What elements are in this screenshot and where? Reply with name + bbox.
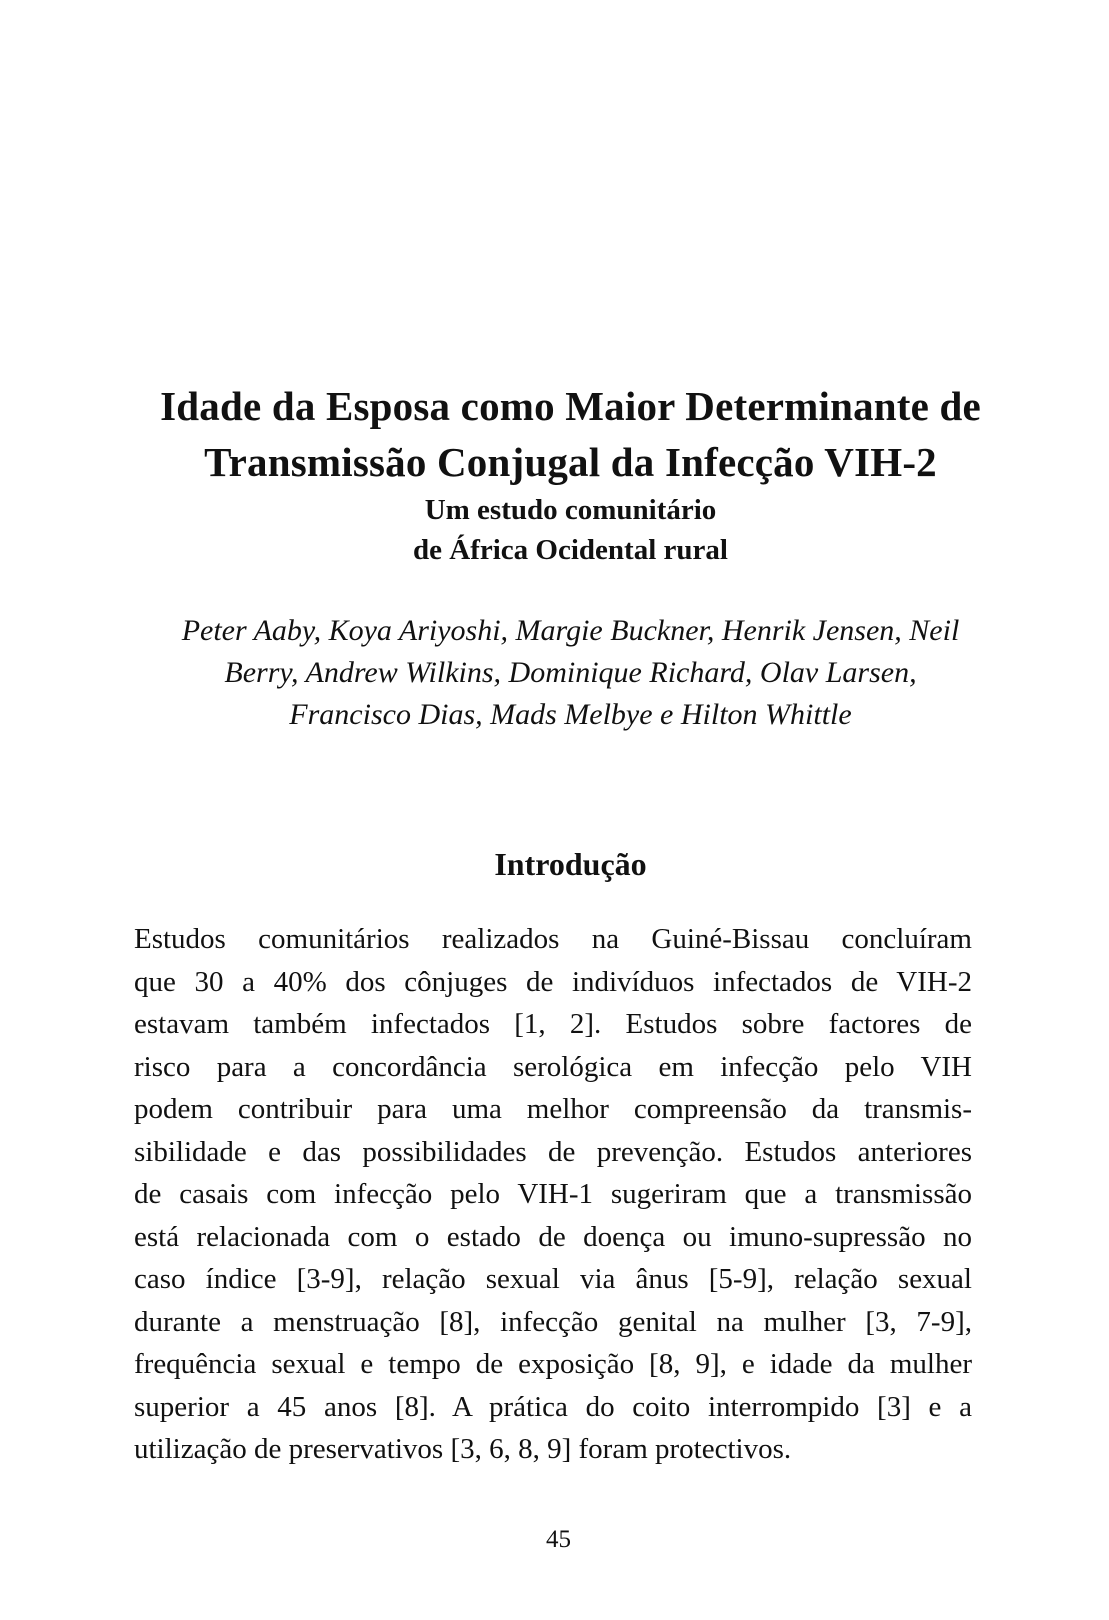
body-line: Estudos comunitários realizados na Guiné-Bissau concluíram [134,923,972,955]
body-line: utilização de preservativos [3, 6, 8, 9] foram protectivos. [134,1433,792,1465]
author-list [0,610,1109,736]
title-line-1: Idade da Esposa como Maior Determinante de [160,383,981,429]
body-paragraph [134,918,972,1471]
section-heading-text: Introdução [494,846,647,882]
body-line: sibilidade e das possibilidades de prevenção. Estudos anteriores [134,1135,972,1168]
authors-line-2: Berry, Andrew Wilkins, Dominique Richard, Olav Larsen, [224,656,917,689]
section-heading [0,844,1109,884]
title-line-2: Transmissão Conjugal da Infecção VIH-2 [204,439,937,485]
body-line: que 30 a 40% dos cônjuges de indivíduos infectados de VIH-2 [134,965,972,998]
title-block [0,378,1109,570]
body-line: está relacionada com o estado de doença ou imuno-supressão no [134,1220,972,1253]
subtitle-line-1: Um estudo comunitário [424,494,717,526]
authors-line-1: Peter Aaby, Koya Ariyoshi, Margie Buckner, Henrik Jensen, Neil [181,614,960,647]
authors-line-3: Francisco Dias, Mads Melbye e Hilton Whittle [289,698,852,731]
body-line: de casais com infecção pelo VIH-1 sugeriram que a transmissão [134,1178,972,1210]
body-line: podem contribuir para uma melhor compreensão da transmis- [134,1093,972,1125]
page-number [0,1524,1109,1556]
body-line: frequência sexual e tempo de exposição [8, 9], e idade da mulher [134,1348,972,1380]
body-line: durante a menstruação [8], infecção genital na mulher [3, 7-9], [134,1305,972,1338]
subtitle-line-2: de África Ocidental rural [413,534,728,566]
page-number-text: 45 [546,1526,571,1553]
body-line: risco para a concordância serológica em infecção pelo VIH [134,1050,972,1083]
body-line: caso índice [3-9], relação sexual via ânus [5-9], relação sexual [134,1263,972,1295]
body-line: estavam também infectados [1, 2]. Estudos sobre factores de [134,1008,972,1040]
body-line: superior a 45 anos [8]. A prática do coito interrompido [3] e a [134,1390,972,1423]
